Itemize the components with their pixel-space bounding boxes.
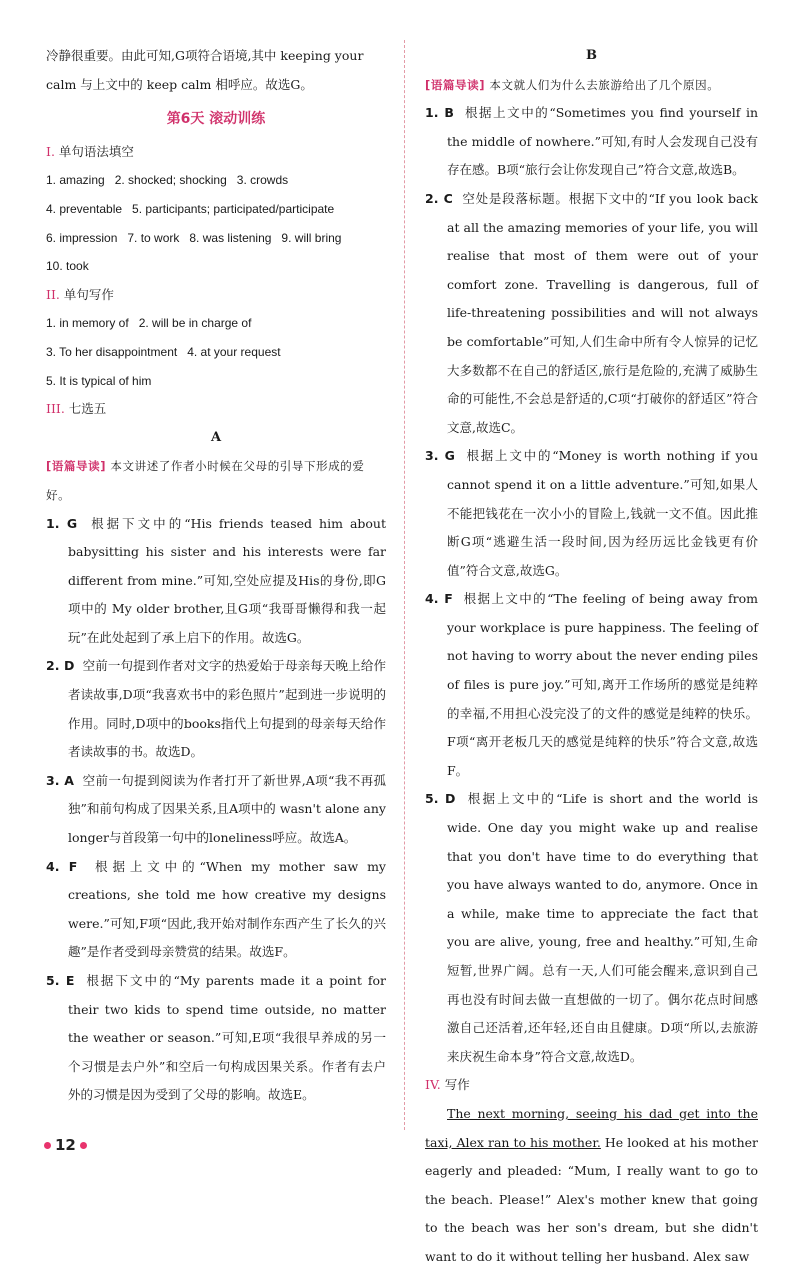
section-4-title: 写作 <box>444 1077 470 1093</box>
section-4-roman: IV. <box>425 1077 441 1093</box>
section-1-title: 单句语法填空 <box>58 143 134 159</box>
column-divider <box>404 40 405 1130</box>
answer-number: 2. C <box>425 190 453 206</box>
answer-number: 1. G <box>46 515 78 531</box>
section-4-heading <box>425 1071 758 1100</box>
passage-b-guide-text: 本文就人们为什么去旅游给出了几个原因。 <box>489 77 720 92</box>
answer-explanation: 根据上文中的“Sometimes you find yourself in the middle of nowhere.”可知,有时人会发现自己没有存在感。B项“旅行会让你发现自己”符合文意,故选B。 <box>447 105 759 178</box>
section-2-line: 3. To her disappointment 4. at your request <box>46 344 281 359</box>
passage-b-title: B <box>586 48 597 63</box>
left-column <box>46 42 386 1110</box>
answer-item <box>425 585 758 785</box>
answer-explanation: 根据下文中的“His friends teased him about babysitting his sister and his interests were far different from mine.”可知,空处应提及His的身份,即G项中的 My older brother,且G项“我哥哥懒得和我一起玩”在此处起到了承上启下的作用。故选G。 <box>68 515 387 645</box>
answer-explanation: 根据上文中的“Life is short and the world is wide. One day you might wake up and realise that you don't have time to do everything that you have always wanted to do, anymore. Once in a while, make time to appreciate the fact that you are alive, young, free and healthy.”可知,生命短暂,世界广阔。总有一天,人们可能会醒来,意识到自己再也没有时间去做一直想做的一切了。偶尔花点时间感激自己还活着,还年轻,还自由且健康。D项“所以,去旅游来庆祝生命本身”符合文意,故选D。 <box>447 791 758 1064</box>
answer-number: 3. G <box>425 448 455 464</box>
answer-number: 4. F <box>46 858 78 874</box>
section-1-roman: I. <box>46 143 55 159</box>
page-number-text: 12 <box>55 1136 76 1154</box>
section-1-line: 1. amazing 2. shocked; shocking 3. crowds <box>46 173 289 188</box>
answer-number: 3. A <box>46 772 74 788</box>
answer-explanation: 空前一句提到作者对文字的热爱始于母亲每天晚上给作者读故事,D项“我喜欢书中的彩色照片”起到进一步说明的作用。同时,D项中的books指代上句提到的母亲每天给作者读故事的书。故选D。 <box>68 658 386 760</box>
section-3-heading <box>46 395 386 424</box>
passage-a-title: A <box>210 429 222 445</box>
answer-number: 5. E <box>46 973 75 988</box>
answer-explanation: 根据上文中的“Money is worth nothing if you cannot spend it on a little adventure.”可知,如果人不能把钱花在一次小小的冒险上,钱就一文不值。因此推断G项“逃避生活一段时间,因为经历远比金钱更有价值”符合文意,故选G。 <box>447 448 759 578</box>
intro-line-1: 冷静很重要。由此可知,G项符合语境,其中 keeping your <box>46 48 364 63</box>
page-number <box>40 1136 91 1154</box>
answer-number: 5. D <box>425 791 456 807</box>
section-2-line: 1. in memory of 2. will be in charge of <box>46 316 252 331</box>
section-2-roman: II. <box>46 286 60 302</box>
section-3-roman: III. <box>46 401 65 417</box>
answer-item <box>46 967 386 1110</box>
answer-explanation: 根据下文中的“My parents made it a point for their two kids to spend time outside, no matter the weather or season.”可知,E项“我很早养成的另一个习惯是去户外”和空后一句构成因果关系。作者有去户外的习惯是因为受到了父母的影响。故选E。 <box>68 973 386 1103</box>
section-1-line: 4. preventable 5. participants; participated/participate <box>46 201 335 216</box>
passage-b-guide <box>425 71 758 100</box>
answer-explanation: 根据上文中的“The feeling of being away from your workplace is pure happiness. The feeling of not having to worry about the never ending piles of files is pure joy.”可知,离开工作场所的感觉是纯粹的幸福,不用担心没完没了的文件的感觉是纯粹的快乐。F项“离开老板几天的感觉是纯粹的快乐”符合文意,故选F。 <box>447 591 758 778</box>
answer-item <box>46 853 386 967</box>
essay-continuation: He looked at his mother eagerly and pleaded: “Mum, I really want to go to the beach. Please!” Alex's mother knew that going to the beach was her son's dream, but she didn't want to do it without telling her husband. Alex saw <box>425 1134 758 1264</box>
passage-a-guide-text: 本文讲述了作者小时候在父母的引导下形成的爱好。 <box>46 459 365 502</box>
bullet-dot-icon <box>44 1142 51 1149</box>
answer-explanation: 空前一句提到阅读为作者打开了新世界,A项“我不再孤独”和前句构成了因果关系,且A项中的 wasn't alone any longer与首段第一句中的loneliness呼应。故选A。 <box>68 772 386 846</box>
section-2-line: 5. It is typical of him <box>46 373 152 388</box>
passage-b-guide-tag: [语篇导读] <box>425 77 486 92</box>
right-column <box>425 42 758 1272</box>
answer-item <box>46 652 386 766</box>
section-2-title: 单句写作 <box>63 286 114 302</box>
essay-underlined-sentence: The next morning, seeing his dad get into the taxi, Alex ran to his mother. <box>425 1105 758 1150</box>
answer-item <box>425 785 758 1071</box>
section-3-title: 七选五 <box>68 401 107 417</box>
answer-number: 1. B <box>425 105 454 121</box>
answer-item <box>46 510 386 653</box>
answer-number: 2. D <box>46 658 75 674</box>
answer-item <box>46 767 386 853</box>
answer-item <box>425 99 758 185</box>
section-1-line: 10. took <box>46 259 89 274</box>
passage-a-guide-tag: [语篇导读] <box>46 459 107 474</box>
answer-explanation: 空处是段落标题。根据下文中的“If you look back at all the amazing memories of your life, you will realise that most of them were out of your comfort zone. Travelling is dangerous, full of life-threatening possibilities and will not always be comfortable”可知,人们生命中所有令人惊异的记忆大多数都不在自己的舒适区,旅行是危险的,充满了威胁生命的可能性,不会总是舒适的,C项“打破你的舒适区”符合文意,故选C。 <box>447 190 759 435</box>
intro-line-2: calm 与上文中的 keep calm 相呼应。故选G。 <box>46 76 313 92</box>
section-2-heading <box>46 281 386 310</box>
day-title: 第6天 滚动训练 <box>166 111 266 128</box>
passage-a-guide <box>46 452 386 509</box>
bullet-dot-icon <box>80 1142 87 1149</box>
answer-item <box>425 185 758 442</box>
answer-explanation: 根据上文中的“When my mother saw my creations, she told me how creative my designs were.”可知,F项“因此,我开始对制作东西产生了长久的兴趣”是作者受到母亲赞赏的结果。故选F。 <box>68 858 386 960</box>
answer-number: 4. F <box>425 591 453 607</box>
section-1-line: 6. impression 7. to work 8. was listening 9. will bring <box>46 230 342 245</box>
section-1-heading <box>46 138 386 167</box>
essay-paragraph <box>425 1100 758 1272</box>
answer-item <box>425 442 758 585</box>
